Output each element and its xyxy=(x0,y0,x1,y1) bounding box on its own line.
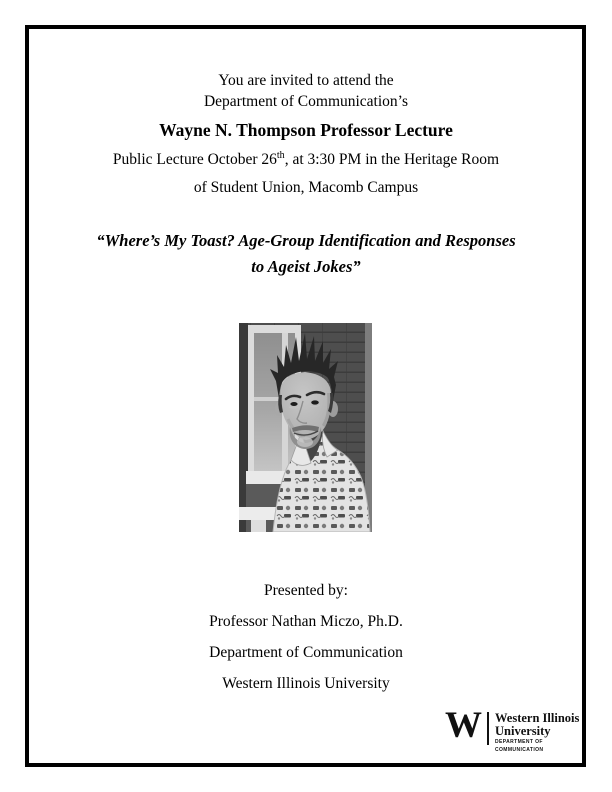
logo-department-line-2: COMMUNICATION xyxy=(495,747,544,753)
when-superscript: th xyxy=(276,149,285,161)
lecture-heading: Wayne N. Thompson Professor Lecture xyxy=(159,120,453,140)
presenter-department: Department of Communication xyxy=(209,644,403,661)
logo-text xyxy=(495,711,579,753)
when-prefix: Public Lecture October 26 xyxy=(112,151,277,168)
presented-by-label: Presented by: xyxy=(264,582,348,599)
university-logo xyxy=(445,705,580,753)
speaker-photo-illustration xyxy=(239,323,372,532)
speaker-photo xyxy=(239,323,372,532)
when-suffix: , at 3:30 PM in the Heritage Room xyxy=(284,151,500,168)
logo-institution-line-1: Western Illinois xyxy=(495,711,580,725)
when-line-1 xyxy=(0,151,612,169)
logo-institution-line-2: University xyxy=(495,723,551,738)
invite-line-1: You are invited to attend the xyxy=(218,72,394,89)
presenter-university: Western Illinois University xyxy=(222,675,390,692)
when-line-2: of Student Union, Macomb Campus xyxy=(193,179,419,196)
talk-title-line-1: “Where’s My Toast? Age-Group Identification and Responses xyxy=(96,231,516,250)
logo-divider xyxy=(487,712,489,745)
logo-department-line-1: DEPARTMENT OF xyxy=(495,739,543,745)
invite-line-2: Department of Communication’s xyxy=(203,93,409,110)
presenter-name: Professor Nathan Miczo, Ph.D. xyxy=(209,613,403,630)
university-monogram-icon: W xyxy=(445,705,481,746)
talk-title-line-2: to Ageist Jokes” xyxy=(251,257,361,276)
